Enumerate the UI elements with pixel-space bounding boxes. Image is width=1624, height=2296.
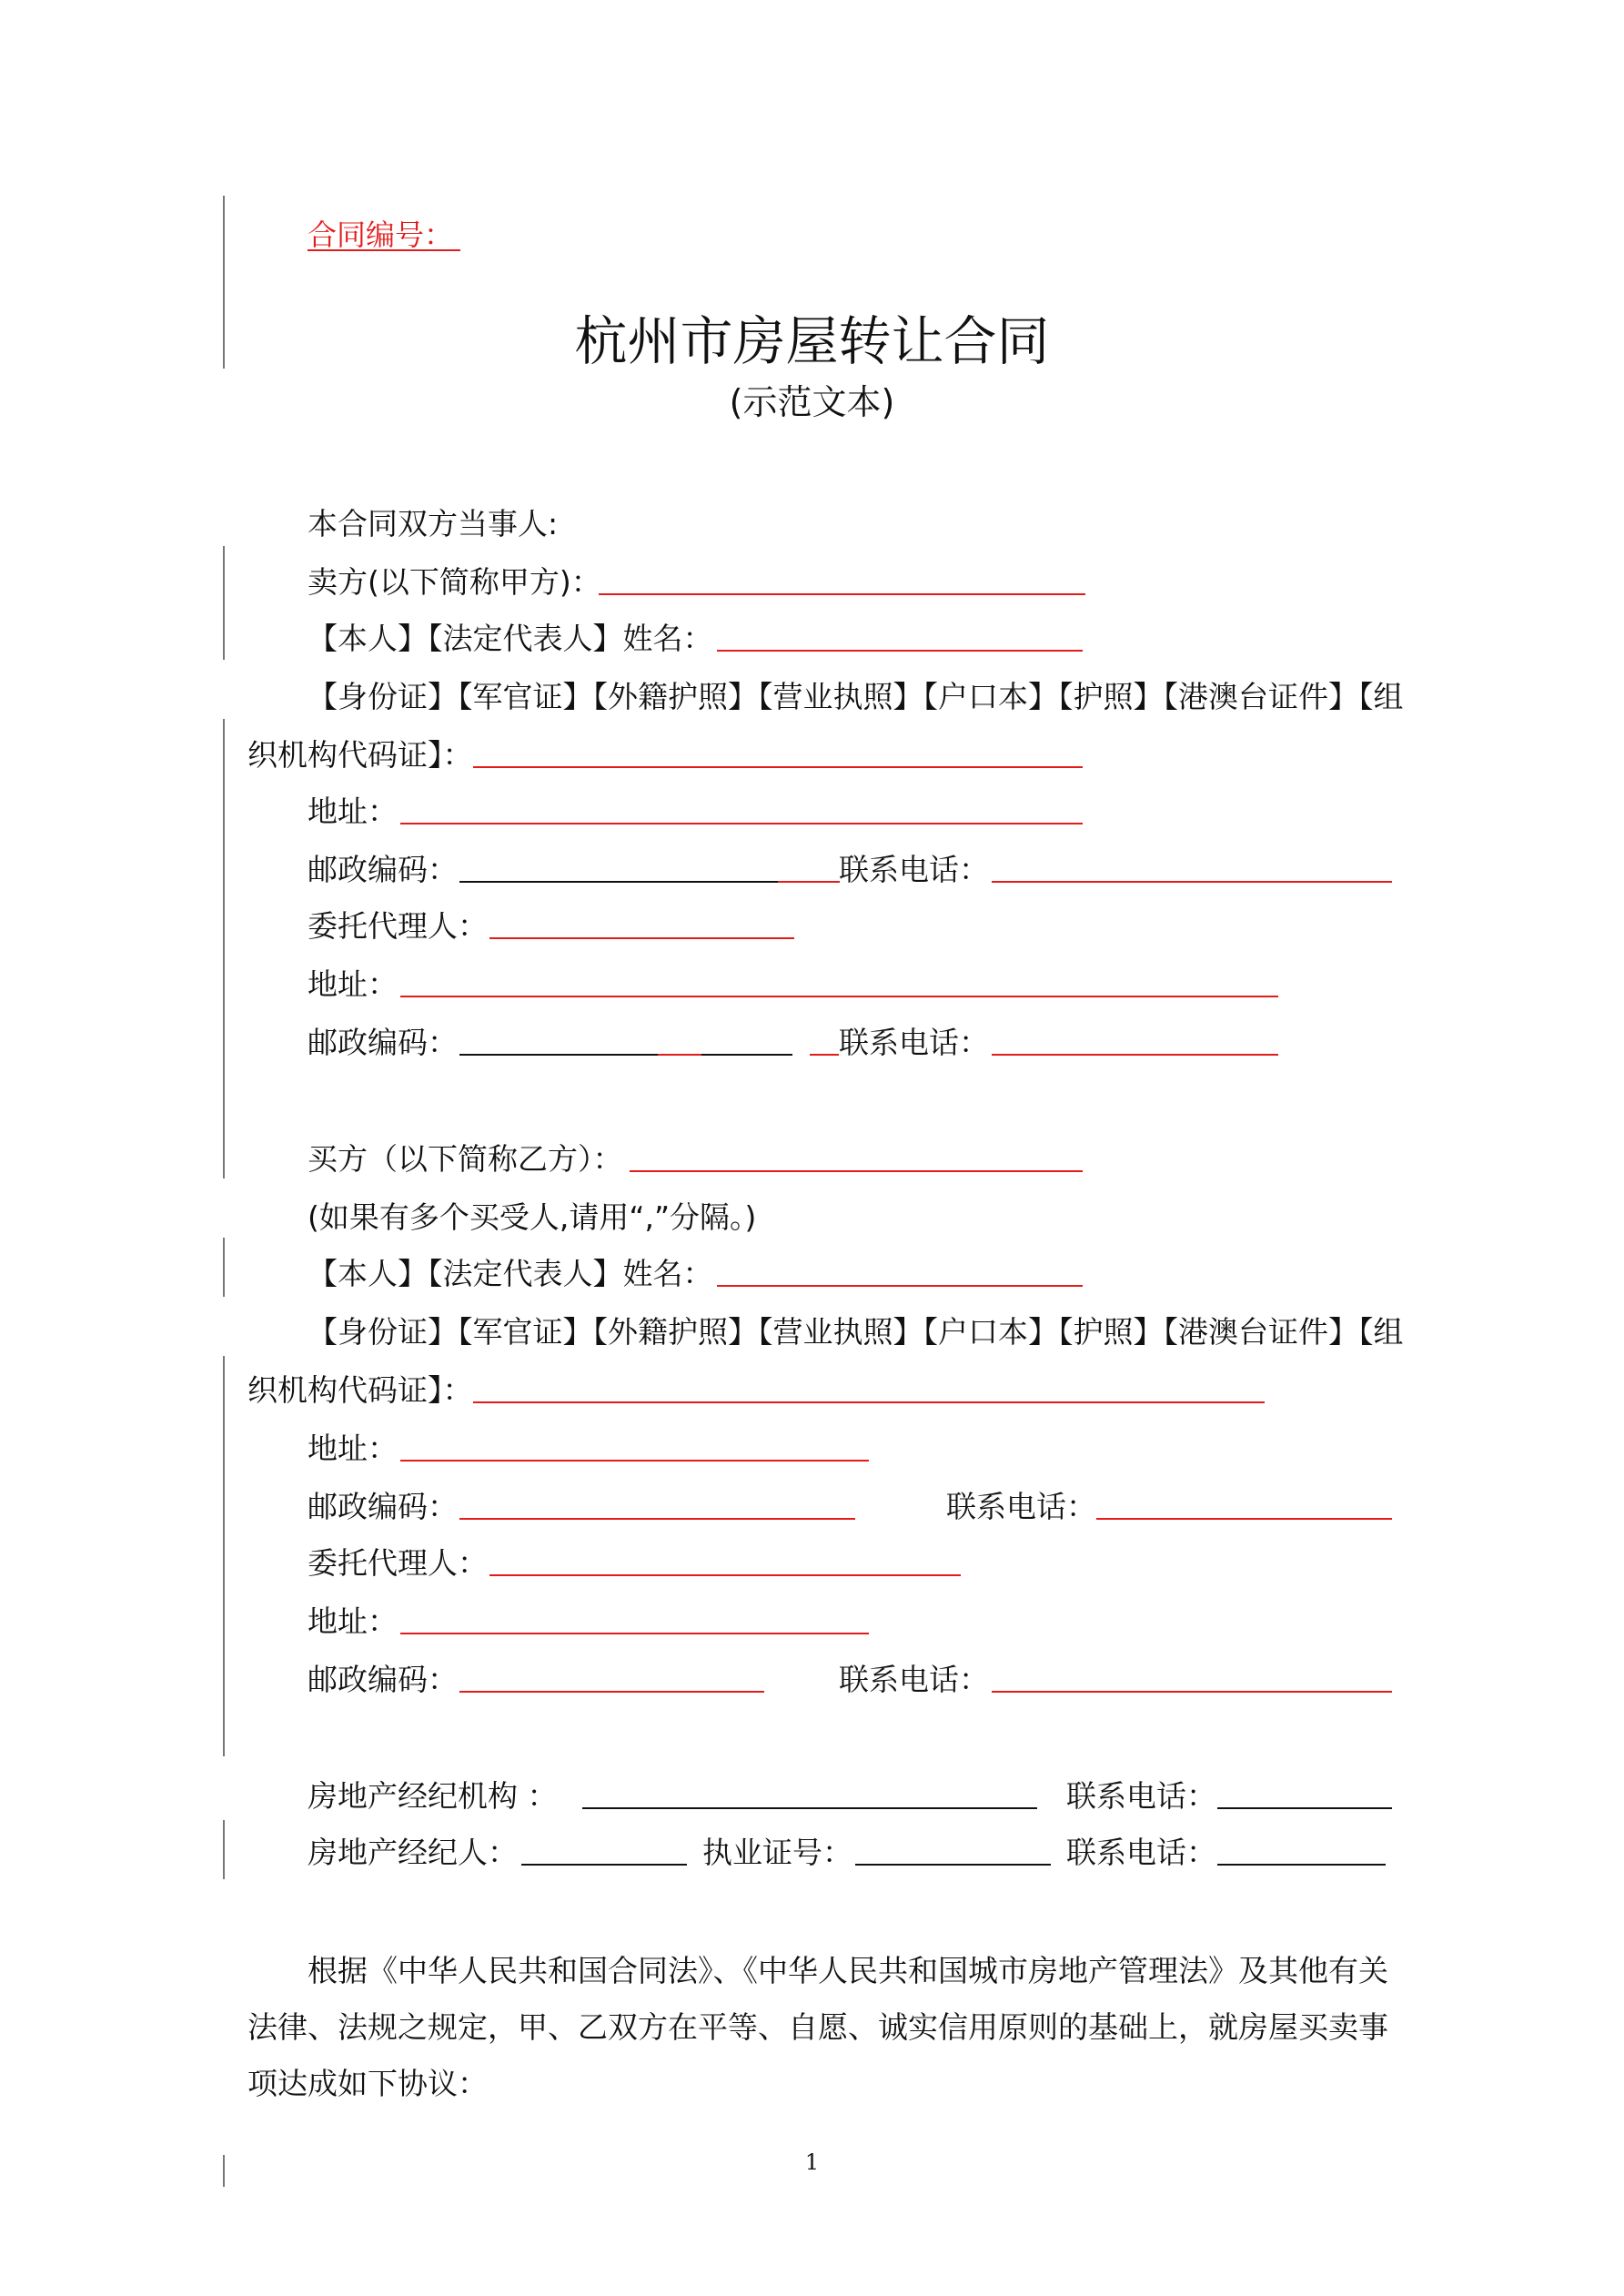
preamble-line-3: 项达成如下协议： <box>247 2066 488 2101</box>
contract-number-underline <box>308 249 460 251</box>
broker-agency-label: 房地产经纪机构 ： <box>308 1778 558 1814</box>
buyer-label: 买方（以下简称乙方）： <box>308 1141 623 1177</box>
buyer-id-type-label-cont: 织机构代码证】： <box>247 1372 473 1408</box>
seller-agent-postcode-field[interactable] <box>459 1054 658 1056</box>
buyer-agent-postcode-label: 邮政编码： <box>308 1662 458 1697</box>
seller-phone-field[interactable] <box>992 881 1392 883</box>
seller-id-type-label: 【身份证】【军官证】【外籍护照】【营业执照】【户口本】【护照】【港澳台证件】【组 <box>308 679 1404 714</box>
seller-agent-postcode-field-mid <box>658 1054 701 1056</box>
buyer-agent-address-field[interactable] <box>400 1633 869 1634</box>
buyer-address-field[interactable] <box>400 1460 869 1462</box>
seller-agent-field[interactable] <box>489 937 794 939</box>
seller-address-field[interactable] <box>400 823 1083 824</box>
change-bar <box>223 1820 225 1879</box>
seller-representative-field[interactable] <box>717 650 1083 652</box>
broker-agent-field[interactable] <box>521 1864 687 1866</box>
broker-license-label: 执业证号： <box>702 1835 852 1870</box>
seller-postcode-field-tail <box>778 881 840 883</box>
seller-agent-postcode-field-tail <box>810 1054 839 1056</box>
seller-phone-label: 联系电话： <box>839 852 989 887</box>
buyer-id-type-label: 【身份证】【军官证】【外籍护照】【营业执照】【户口本】【护照】【港澳台证件】【组 <box>308 1314 1404 1350</box>
broker-agent-label: 房地产经纪人： <box>308 1835 518 1870</box>
seller-agent-label: 委托代理人： <box>308 908 488 944</box>
change-bar <box>223 719 225 1178</box>
buyer-note: (如果有多个买受人,请用“,”分隔。) <box>308 1199 757 1235</box>
buyer-representative-field[interactable] <box>717 1285 1083 1287</box>
seller-postcode-field[interactable] <box>459 881 778 883</box>
seller-representative-label: 【本人】【法定代表人】姓名： <box>308 621 713 656</box>
buyer-agent-phone-label: 联系电话： <box>839 1662 989 1697</box>
page-title: 杭州市房屋转让合同 <box>574 310 1050 372</box>
parties-intro: 本合同双方当事人: <box>308 506 559 541</box>
change-bar <box>223 546 225 660</box>
seller-postcode-label: 邮政编码： <box>308 852 458 887</box>
seller-agent-postcode-label: 邮政编码： <box>308 1025 458 1060</box>
buyer-representative-label: 【本人】【法定代表人】姓名： <box>308 1256 713 1291</box>
buyer-name-field[interactable] <box>630 1170 1083 1172</box>
buyer-agent-phone-field[interactable] <box>992 1691 1392 1693</box>
broker-agency-phone-field[interactable] <box>1217 1807 1392 1809</box>
change-bar <box>223 1238 225 1297</box>
broker-agent-phone-label: 联系电话： <box>1066 1835 1216 1870</box>
seller-agent-phone-field[interactable] <box>992 1054 1278 1056</box>
buyer-agent-label: 委托代理人： <box>308 1545 488 1581</box>
buyer-phone-field[interactable] <box>1096 1518 1392 1520</box>
preamble-line-2: 法律、法规之规定，甲、乙双方在平等、自愿、诚实信用原则的基础上，就房屋买卖事 <box>247 2009 1388 2045</box>
broker-agent-phone-field[interactable] <box>1217 1864 1386 1866</box>
page-subtitle: (示范文本) <box>729 382 895 422</box>
buyer-phone-label: 联系电话： <box>946 1489 1096 1524</box>
change-bar <box>223 1356 225 1756</box>
buyer-postcode-field[interactable] <box>459 1518 855 1520</box>
seller-agent-postcode-field-end <box>701 1054 792 1056</box>
seller-agent-address-field[interactable] <box>400 996 1278 997</box>
buyer-address-label: 地址： <box>308 1431 398 1466</box>
contract-number-label: 合同编号： <box>308 217 454 252</box>
seller-name-field[interactable] <box>599 593 1085 595</box>
seller-agent-phone-label: 联系电话： <box>839 1025 989 1060</box>
buyer-agent-postcode-field[interactable] <box>459 1691 764 1693</box>
buyer-agent-address-label: 地址： <box>308 1603 398 1639</box>
page-number: 1 <box>804 2149 820 2175</box>
seller-id-number-field[interactable] <box>473 766 1083 768</box>
seller-id-type-label-cont: 织机构代码证】： <box>247 737 473 773</box>
seller-address-label: 地址： <box>308 794 398 829</box>
broker-agency-field[interactable] <box>582 1807 1037 1809</box>
broker-license-field[interactable] <box>855 1864 1051 1866</box>
buyer-id-number-field[interactable] <box>473 1401 1265 1403</box>
buyer-agent-field[interactable] <box>489 1574 961 1576</box>
seller-agent-address-label: 地址： <box>308 966 398 1002</box>
seller-label: 卖方(以下简称甲方)： <box>308 564 601 600</box>
broker-agency-phone-label: 联系电话： <box>1066 1778 1216 1814</box>
preamble-line-1: 根据《中华人民共和国合同法》、《中华人民共和国城市房地产管理法》及其他有关 <box>308 1953 1388 1988</box>
buyer-postcode-label: 邮政编码： <box>308 1489 458 1524</box>
